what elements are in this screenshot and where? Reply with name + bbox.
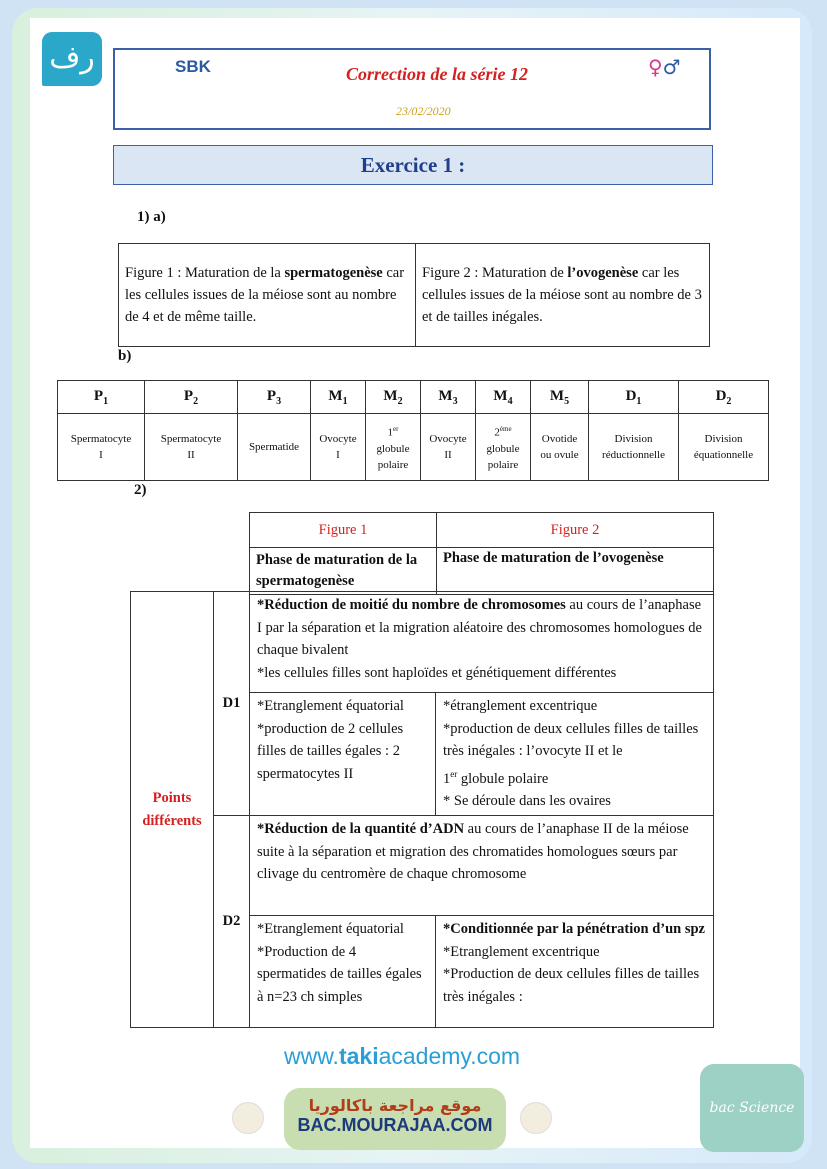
d2-spermatogenese-cell: *Etranglement équatorial *Production de 4 spermatides de tailles égales à n=23 ch simples: [250, 916, 436, 1028]
header-m5: $M_5$: [531, 381, 589, 414]
d1-label: D1: [214, 592, 250, 816]
question-1a-label: 1) a): [137, 209, 166, 225]
page-title: Correction de la série 12: [346, 64, 528, 84]
bac-science-badge: bac Science: [700, 1064, 804, 1152]
d2-label: D2: [214, 816, 250, 1028]
d2-common-cell: *Réduction de la quantité d’ADN au cours de l’anaphase II de la méiose suite à la séparation et migration des chromatides homologues sœurs par clivage du centromère de chaque chromosome: [250, 816, 714, 916]
phase-spermatogenese: Phase de maturation de la spermatogenèse: [250, 548, 437, 595]
sbk-logo: SBK: [175, 57, 211, 76]
cell-p3: Spermatide: [238, 414, 311, 481]
gender-icon: [648, 55, 681, 79]
figure-1-title: Figure 1: [250, 513, 437, 548]
date-label: 23/02/2020: [396, 104, 451, 118]
d1-spermatogenese-cell: *Etranglement équatorial *production de 2 cellules filles de tailles égales : 2 spermatocytes II: [250, 693, 436, 816]
header-m2: $M_2$: [366, 381, 421, 414]
header-p3: $P_3$: [238, 381, 311, 414]
site-logo[interactable]: رف: [42, 32, 102, 86]
differences-table: [130, 591, 714, 1028]
cell-m5: Ovotide ou ovule: [531, 414, 589, 481]
bac-mourajaa-banner[interactable]: [284, 1088, 506, 1150]
header-m4: $M_4$: [476, 381, 531, 414]
male-icon: ♂: [662, 55, 681, 79]
cell-p2: Spermatocyte II: [145, 414, 238, 481]
banner-arabic-text: موقع مراجعة باكالوريا: [308, 1096, 482, 1115]
header-d1: $D_1$: [589, 381, 679, 414]
cell-m2: 1er globule polaire: [366, 414, 421, 481]
figure-2-cell: Figure 2 : Maturation de l’ovogenèse car les cellules issues de la méiose sont au nombre de 3 et de tailles inégales.: [416, 244, 710, 347]
figure-2-title: Figure 2: [437, 513, 714, 548]
header-d2: $D_2$: [679, 381, 769, 414]
cell-m3: Ovocyte II: [421, 414, 476, 481]
header-p1: $P_1$: [58, 381, 145, 414]
answer-1a-table: [118, 243, 710, 347]
table-header-row: [58, 381, 769, 414]
cell-d1: Division réductionnelle: [589, 414, 679, 481]
d1-ovogenese-cell: *étranglement excentrique *production de deux cellules filles de tailles très inégales : l’ovocyte II et le 1er globule polaire * Se déroule dans les ovaires: [436, 693, 714, 816]
cell-d2: Division équationnelle: [679, 414, 769, 481]
cell-p1: Spermatocyte I: [58, 414, 145, 481]
header-p2: $P_2$: [145, 381, 238, 414]
table-row: [58, 414, 769, 481]
female-icon: ♀: [648, 55, 663, 79]
points-differents-label: Points différents: [131, 592, 214, 1028]
phase-ovogenese: Phase de maturation de l’ovogenèse: [437, 548, 714, 595]
bac-logo-left-icon: [232, 1102, 264, 1134]
question-2-label: 2): [134, 482, 147, 498]
cell-m1: Ovocyte I: [311, 414, 366, 481]
bac-logo-right-icon: [520, 1102, 552, 1134]
takiacademy-link[interactable]: www.takiacademy.com: [284, 1043, 521, 1069]
exercise-title: Exercice 1 :: [113, 145, 713, 185]
d1-common-cell: *Réduction de moitié du nombre de chromosomes au cours de l’anaphase I par la séparation et la migration aléatoire des chromosomes homologues de chaque bivalent *les cellules filles sont haploïdes et génétiquement différentes: [250, 592, 714, 693]
figures-header-table: [249, 512, 714, 595]
banner-url-text: BAC.MOURAJAA.COM: [297, 1115, 493, 1135]
header-m3: $M_3$: [421, 381, 476, 414]
figure-1-cell: Figure 1 : Maturation de la spermatogenèse car les cellules issues de la méiose sont au nombre de 4 et de même taille.: [119, 244, 416, 347]
d2-ovogenese-cell: *Conditionnée par la pénétration d’un spz *Etranglement excentrique *Production de deux cellules filles de tailles très inégales :: [436, 916, 714, 1028]
question-1b-label: b): [118, 348, 132, 364]
cell-m4: 2ème globule polaire: [476, 414, 531, 481]
cell-identification-table: [57, 380, 769, 481]
header-m1: $M_1$: [311, 381, 366, 414]
